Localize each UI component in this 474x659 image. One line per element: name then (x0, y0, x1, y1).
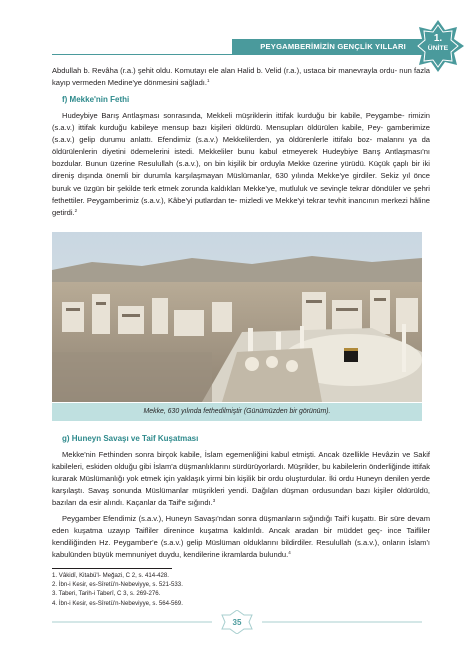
text-line: mizledi ve Mekke'yi tekrar tevhit inancının merkezi hâline getirdi. (52, 195, 430, 217)
section-heading-huneyn-taif: g) Huneyn Savaşı ve Taif Kuşatması (62, 434, 199, 443)
text-line: Peygamber Efendimiz (s.a.v.), Huneyn Savaşı'ndan sonra düşmanların sığındığı Taif'i kuşattı. Bir (62, 514, 388, 523)
text-line: Mekke'nin Fethinden sonra birçok kabile, İslam egemenliğini kabul etmişti. Ancak özellikle Hevâzin (62, 450, 400, 459)
text-line: ve Sakif kabileleri, eskiden olduğu gibi İslam'a düşmanlıklarını sürdürüyorlardı. Müşrikler, bu kabilelerin (52, 450, 430, 472)
intro-paragraph (52, 65, 430, 89)
text-line: ordu Huneyn denilen yerde karşılaştı. Savaş sonunda Müslümanlar müşrikleri yendi. Dağılan düşman (52, 474, 430, 496)
taif-paragraph (52, 513, 430, 561)
section-heading-mecca-conquest: f) Mekke'nin Fethi (62, 95, 130, 104)
unit-number: 1. (433, 33, 443, 44)
text-line: malarını ya da öldürülenlerin diyetini ödemelerini istedi. Mekkeliler bunu kabul etmeyerek Hudeybiye (52, 135, 431, 157)
text-line: süre devam eden kuşatma uzayıp Taifliler direnince kuşatma kaldırıldı. Ancak aradan bir müddet geç- (52, 514, 430, 536)
footnote: 4. İbn-i Kesir, es-Sîretü'n-Nebeviyye, s. 564-569. (52, 599, 183, 607)
footnote-ref: 1 (206, 78, 210, 84)
text-line: rimizin (s.a.v.) ittifak kurduğu kabileye mensup bazı kişileri öldürdü. Mensupları öldürülen kabile, Pey- (52, 111, 430, 133)
text-line: gamberimize (s.a.v.) gelip durumu anlattı. Efendimiz (s.a.v.) Mekkelilerden, ya öldürenlerle ittifakı boz- (52, 123, 430, 145)
footnote-ref: 2 (74, 207, 78, 213)
text-line: nun fazla kayıp vermeden Medine'ye dönmesini sağladı. (52, 66, 430, 88)
text-line: yürüdü. Küçük çaplı bir iki direniş dışında önemli bir durumla karşılaşmayan Müslümanlar, 630 yılında (52, 159, 430, 181)
text-line: (s.a.v.), onların İslam'ı kabulünden büyük memnuniyet duydu, kendilerine ikramlarda bulundu. (52, 538, 430, 560)
photo-caption: Mekke, 630 yılında fethedilmiştir (Günümüzden bir görünüm). (52, 403, 422, 421)
text-line: Barış Antlaşması'nı bozdular. Bunun üzerine Resulullah (s.a.v.), on bin kişilik bir orduyla Mekke üzerine (52, 147, 431, 169)
text-line: önderliğinde ittifak kurarak Müslümanlığı yok etmek için yaklaşık yirmi bin kişilik bir ordu oluşturdular. İki (52, 462, 431, 484)
footnote-ref: 3 (212, 498, 216, 504)
footnotes (52, 571, 430, 608)
text-line: ordusundan bazı kişiler öldürüldü, bazıları da esir alındı. Kaçanlar da Taif'e sığındı. (52, 486, 430, 508)
mecca-photo (52, 232, 422, 402)
text-line: mutluluk ve sevinçle tekrar döndüler ve şehri fethettiler. Peygamberimiz (s.a.v.), Kâbe'yi putlardan te- (52, 183, 430, 205)
page-number: 35 (232, 618, 242, 627)
mecca-conquest-paragraph (52, 110, 430, 219)
header-rule (52, 54, 434, 55)
chapter-title: PEYGAMBERİMİZİN GENÇLİK YILLARI (260, 42, 406, 51)
unit-label: ÜNİTE (427, 45, 449, 52)
mecca-city-image (52, 232, 422, 402)
huneyn-paragraph (52, 449, 430, 509)
footnote-rule (52, 568, 172, 569)
text-line: Mekke'ye girdiler. Sekiz yıl önce buruk ve üzgün bir şekilde terk etmek zorunda kaldıkları Mekke'ye, (52, 171, 430, 193)
text-line: Abdullah b. Revâha (r.a.) şehit oldu. Komutayı ele alan Halid b. Velid (r.a.), ustaca bir manevrayla ordu- (52, 66, 398, 75)
footnote-ref: 4 (288, 550, 291, 556)
footnote: 2. İbn-i Kesir, es-Sîretü'n-Nebeviyye, s. 521-533. (52, 581, 183, 589)
footnote: 1. Vâkidî, Kitabü'l- Meğazi, C 2, s. 414-428. (52, 572, 170, 579)
chapter-header (232, 39, 422, 55)
footnote: 3. Taberi, Tarih-i Taberî, C 3, s. 269-276. (52, 590, 161, 598)
text-line: Hudeybiye Barış Antlaşması sonrasında, Mekkeli müşriklerin ittifak kurduğu bir kabile, Peygambe- (62, 111, 405, 120)
text-line: ince Taifliler kendiliğinden Hz. Peygamber'e (s.a.v.) gelip Müslüman olduklarını bildirdiler. Resulullah (52, 526, 430, 548)
